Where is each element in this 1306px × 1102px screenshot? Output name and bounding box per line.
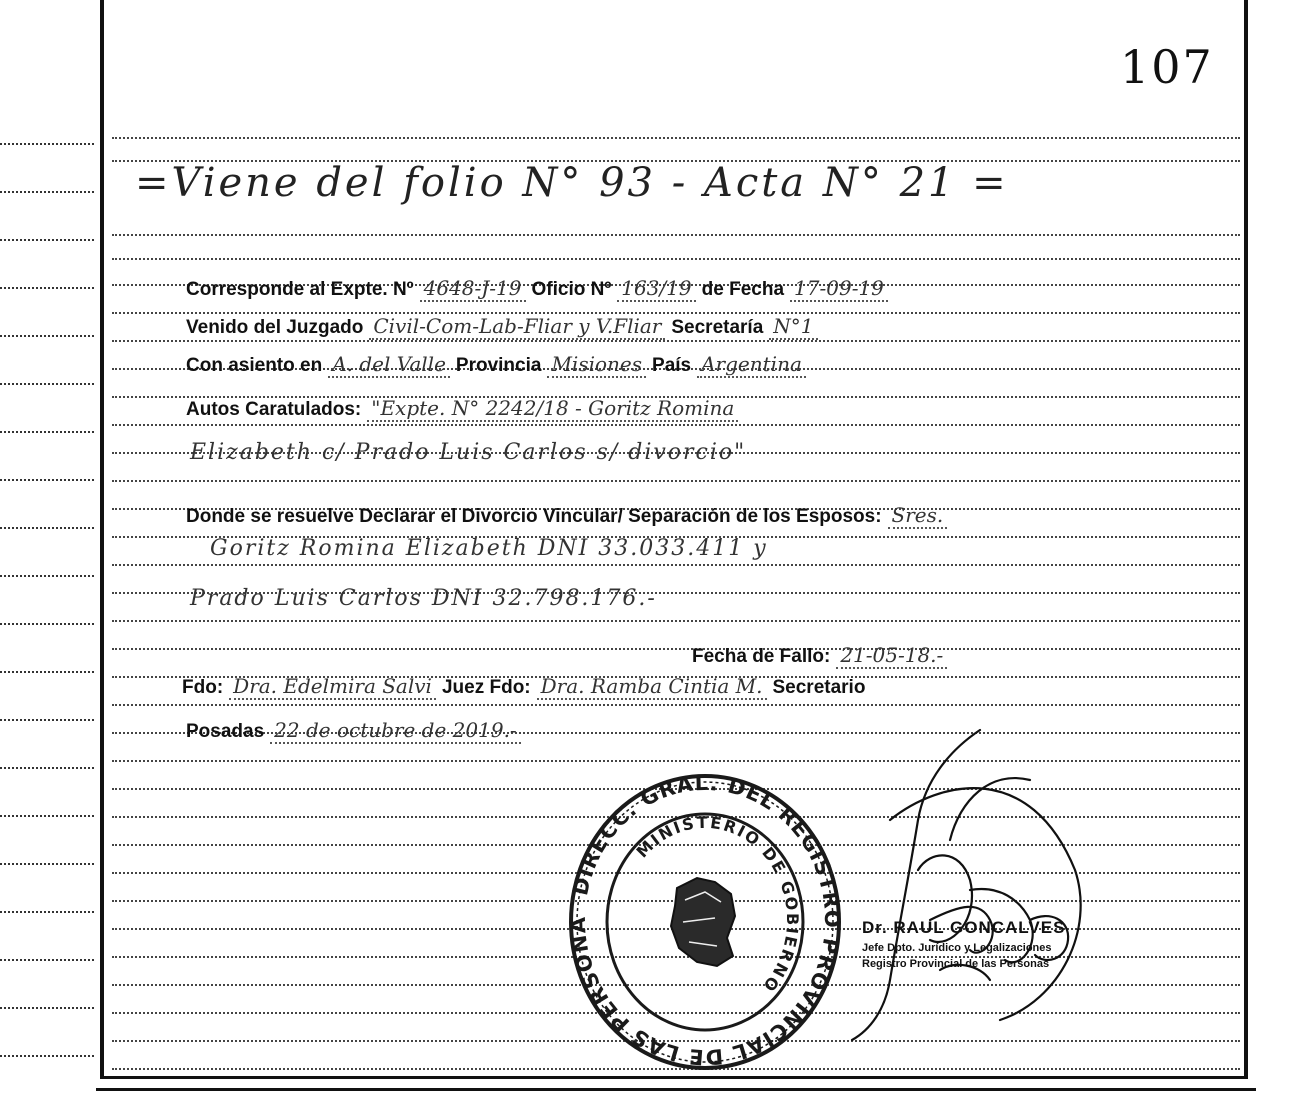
signatory-title-1: Jefe Dpto. Jurídico y Legalizaciones [862,942,1052,954]
lugar-label: Posadas [186,721,265,742]
fecha-value: 17-09-19 [790,276,888,302]
esposo-line: Prado Luis Carlos DNI 32.798.176.- [190,586,657,611]
juzgado-value: Civil-Com-Lab-Fliar y V.Fliar [369,314,665,340]
secretaria-value: N°1 [769,314,817,340]
official-stamp [565,770,845,1075]
fallo-row [692,643,953,673]
autos-label: Autos Caratulados: [186,399,362,420]
autos-row [186,396,744,426]
signatory-block [862,918,1152,970]
lugar-fecha-row [186,718,527,748]
expediente-row [186,276,894,306]
resolucion-row [186,503,953,533]
autos-line-2: Elizabeth c/ Prado Luis Carlos s/ divorcio" [190,440,747,465]
signature-graphic [830,720,1100,1050]
expediente-value: 4648-J-19 [420,276,526,302]
bottom-rule [96,1088,1256,1091]
left-margin-lines [0,0,96,1102]
esposa-line: Goritz Romina Elizabeth DNI 33.033.411 y [210,536,768,561]
stamp-outer-text: DIRECC. GRAL. DEL REGISTRO PROVINCIAL DE LAS PERSONA [565,770,845,1070]
signatory-name: Dr. RAUL GONCALVES [862,918,1066,937]
pais-value: Argentina [697,352,806,378]
fdo2-value: Dra. Ramba Cintia M. [537,674,767,700]
oficio-label: Oficio Nº [531,279,612,300]
pais-label: País [652,355,692,376]
asiento-row [186,352,812,382]
resolucion-label: Donde se resuelve Declarar el Divorcio Vincular/ Separación de los Esposos: [186,506,882,527]
signatory-title-2: Registro Provincial de las Personas [862,958,1050,970]
lugar-fecha-value: 22 de octubre de 2019.- [270,718,521,744]
folio-number: 107 [1120,40,1214,94]
fdo2-label: Fdo: [489,677,531,698]
secretaria-label: Secretaría [671,317,764,338]
fallo-value: 21-05-18.- [836,643,947,669]
provincia-value: Misiones [547,352,646,378]
juzgado-label: Venido del Juzgado [186,317,364,338]
expediente-label: Corresponde al Expte. Nº [186,279,414,300]
secretario-label: Secretario [772,677,866,698]
fdo1-value: Dra. Edelmira Salvi [229,674,436,700]
autos-line-1: "Expte. N° 2242/18 - Goritz Romina [367,396,738,422]
juzgado-row [186,314,824,344]
fdo1-label: Fdo: [182,677,224,698]
stamp-inner-text: MINISTERIO DE GOBIERNO [632,812,803,997]
stamp-seal-graphic [565,770,845,1075]
provincia-label: Provincia [455,355,542,376]
firmas-row [182,674,865,704]
fallo-label: Fecha de Fallo: [692,646,831,667]
fecha-label: de Fecha [701,279,785,300]
resolucion-sres: Sres. [888,503,948,529]
oficio-value: 163/19 [617,276,695,302]
asiento-label: Con asiento en [186,355,323,376]
asiento-value: A. del Valle [328,352,450,378]
signature-scribble [830,720,1100,1050]
handwritten-heading: =Viene del folio N° 93 - Acta N° 21 = [135,160,1009,206]
juez-label: Juez [441,677,485,698]
